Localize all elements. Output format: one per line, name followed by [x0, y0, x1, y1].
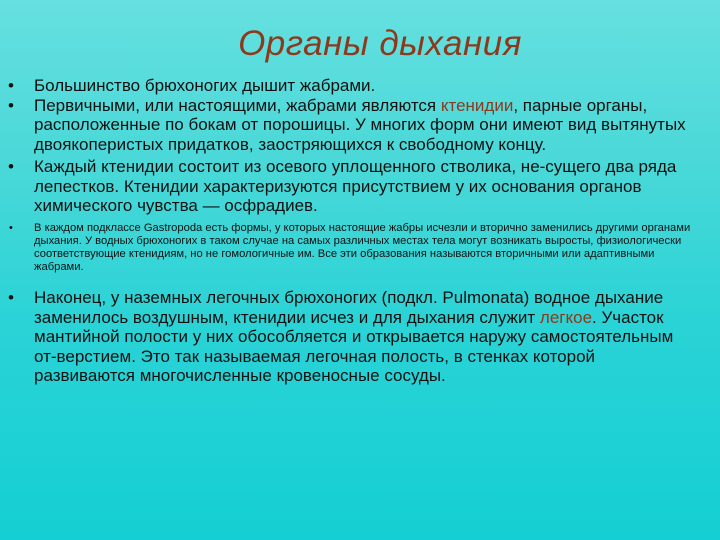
highlighted-term-lung: легкое — [539, 307, 593, 327]
bullet-item-2 — [0, 96, 700, 155]
bullet-dot-icon: • — [8, 95, 14, 115]
bullet-text: Каждый ктенидии состоит из осевого уплощенного стволика, не-сущего два ряда лепестков. Ктенидии характеризуются присутствием у их основания органов химического чувства — осфрадиев. — [34, 157, 677, 215]
bullet-dot-icon: • — [9, 221, 13, 234]
bullet-text: Большинство брюхоногих дышит жабрами. — [34, 76, 376, 95]
bullet-item-5 — [0, 288, 700, 386]
bullet-text-before: Наконец, у наземных легочных брюхоногих (подкл. Pulmonata) водное дыхание заменилось воздушным, ктенидии исчез и для дыхания служит — [34, 288, 664, 327]
bullet-text: В каждом подклассе Gastropoda есть формы, у которых настоящие жабры исчезли и вторично заменились другими органами дыхания. У водных брюхоногих в таком случае на самых различных местах тела могут возникать выросты, физиологически соответствующие ктенидиям, но не гомологичные им. Все эти образования называются вторичными или адаптивными жабрами. — [34, 221, 691, 274]
bullet-item-1 — [0, 76, 700, 96]
bullet-dot-icon: • — [8, 288, 14, 308]
bullet-dot-icon: • — [8, 157, 14, 176]
slide-title: Органы дыхания — [238, 24, 522, 63]
bullet-item-3 — [0, 157, 700, 216]
bullet-text-before: Первичными, или настоящими, жабрами являются — [34, 95, 441, 115]
bullet-text-after: . Участок мантийной полости у них обособляется и открывается наружу самостоятельным от-верстием. Это так называемая легочная полость, в стенках которой развиваются многочисленные кровеносные сосуды. — [34, 307, 674, 386]
highlighted-term-ctenidia: ктенидии — [440, 95, 514, 115]
bullet-text-after: , парные органы, расположенные по бокам от порошицы. У многих форм они имеют вид вытянутых двоякоперистых придатков, заостряющихся к свободному концу. — [34, 95, 686, 154]
bullet-dot-icon: • — [8, 76, 14, 95]
bullet-list — [0, 76, 700, 386]
bullet-item-4 — [0, 222, 700, 275]
